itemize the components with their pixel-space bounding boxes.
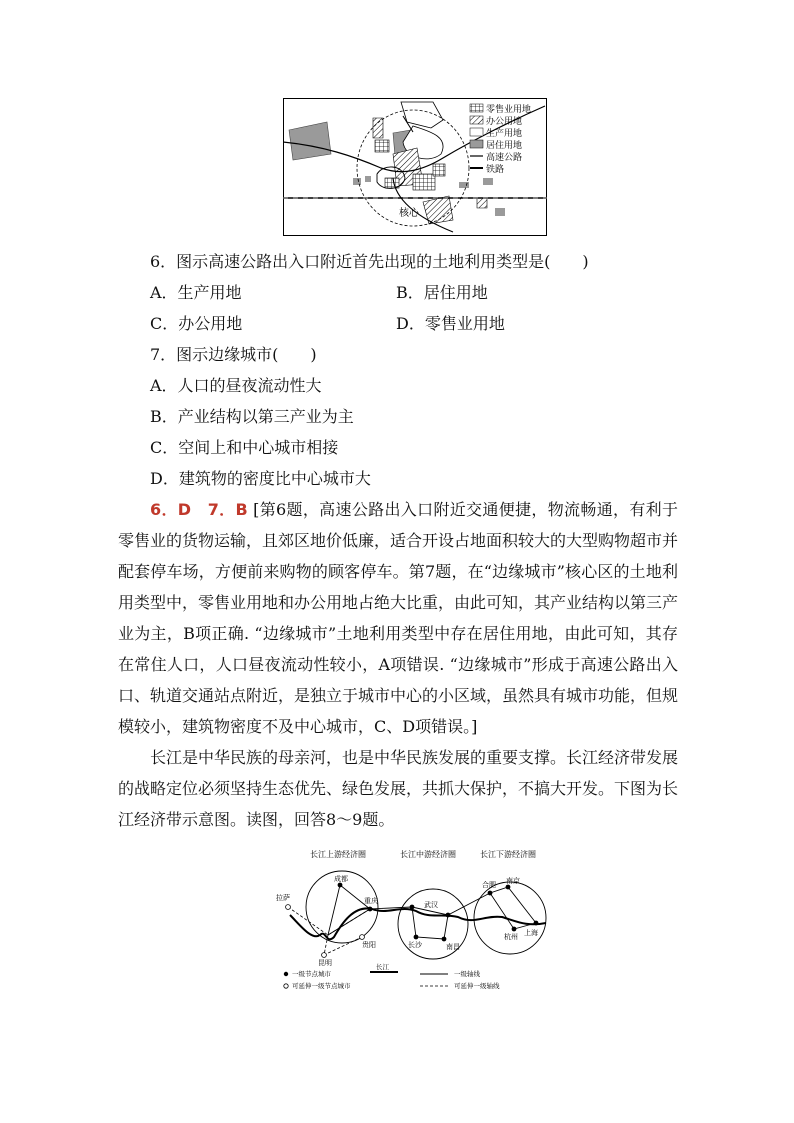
q6-option-b: B．居住用地 [396, 283, 488, 302]
q7-option-d: D．建筑物的密度比中心城市大 [150, 469, 371, 488]
answer-text: [第6题，高速公路出入口附近交通便捷，物流畅通，有利于零售业的货物运输，且郊区地价低廉，适合开设占地面积较大的大型购物超市并配套停车场，方便前来购物的顾客停车。第7题，在“边缘城市”核心区的土地利用类型中，零售业用地和办公用地占绝大比重，由此可知，其产业结构以第三产业为主，B项正确. “边缘城市”土地利用类型中存在居住用地，由此可知，其存在常住人口，人口昼夜流动性较小，A项错误. “边缘城市”形成于高速公路出入口、轨道交通站点附近，是独立于城市中心的小区域，虽然具有城市功能，但规模较小，建筑物密度不及中心城市，C、D项错误。] [118, 500, 679, 736]
q7-option-c: C．空间上和中心城市相接 [150, 438, 339, 457]
core-label: 核心 [399, 208, 419, 219]
city-shanghai: 上海 [524, 929, 538, 937]
legend-axis: 一级轴线 [454, 970, 480, 978]
intro-paragraph: 长江是中华民族的母亲河，也是中华民族发展的重要支撑。长江经济带发展的战略定位必须坚持生态优先、绿色发展，共抓大保护，不搞大开发。下图为长江经济带示意图。读图，回答8～9题。 [118, 748, 679, 829]
legend-production: 生产用地 [486, 129, 523, 139]
circle-label-middle: 长江中游经济圈 [400, 850, 456, 859]
legend-extend-node: 可延伸一级节点城市 [292, 982, 351, 990]
city-chongqing: 重庆 [364, 897, 378, 905]
legend-yangtze: 长江 [376, 963, 389, 971]
legend-office: 办公用地 [486, 117, 523, 127]
land-use-map [283, 98, 547, 236]
city-nanchang: 南昌 [446, 943, 460, 951]
legend-extend-axis: 可延伸一级轴线 [454, 982, 500, 990]
q7-stem: 7．图示边缘城市( ) [150, 345, 317, 364]
legend-retail: 零售业用地 [486, 105, 532, 115]
city-changsha: 长沙 [408, 941, 422, 949]
yangtze-belt-map [270, 845, 560, 995]
city-kunming: 昆明 [318, 959, 332, 967]
legend-residential: 居住用地 [486, 141, 523, 151]
q6-option-d: D．零售业用地 [396, 314, 505, 333]
circle-label-lower: 长江下游经济圈 [480, 850, 536, 859]
q6-option-c: C．办公用地 [150, 314, 243, 333]
city-wuhan: 武汉 [424, 901, 438, 909]
answer-explanation [118, 494, 678, 742]
circle-label-upper: 长江上游经济圈 [310, 850, 366, 859]
city-chengdu: 成都 [334, 875, 348, 883]
city-guiyang: 贵阳 [362, 941, 376, 949]
legend-highway: 高速公路 [486, 153, 523, 163]
q6-option-a: A．生产用地 [150, 283, 242, 302]
city-hefei: 合肥 [482, 881, 496, 889]
city-lhasa: 拉萨 [276, 894, 290, 902]
q7-option-b: B．产业结构以第三产业为主 [150, 407, 354, 426]
q7-option-a: A．人口的昼夜流动性大 [150, 376, 322, 395]
city-nanjing: 南京 [506, 877, 520, 885]
legend-railway: 铁路 [486, 165, 505, 175]
legend-node-city: 一级节点城市 [292, 970, 331, 978]
q6-stem: 6．图示高速公路出入口附近首先出现的土地利用类型是( ) [150, 252, 589, 271]
city-hangzhou: 杭州 [504, 933, 518, 941]
answer-key: 6．D 7．B [150, 500, 248, 519]
